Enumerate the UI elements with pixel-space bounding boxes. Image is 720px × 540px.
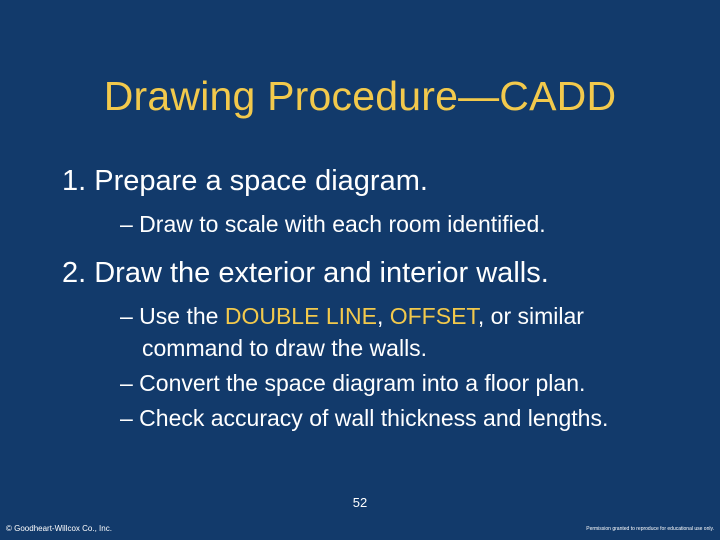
bullet-1-sub-1: – Draw to scale with each room identified.	[120, 211, 546, 237]
bullet-2-sub-1-prefix: – Use the	[120, 303, 225, 329]
slide-title: Drawing Procedure—CADD	[103, 73, 617, 119]
double-line-command: DOUBLE LINE	[224, 303, 377, 329]
slide-content	[62, 162, 682, 434]
bullet-1-heading: 1. Prepare a space diagram.	[62, 165, 428, 197]
bullet-2-sub-1-separator: ,	[376, 303, 390, 329]
bullet-2-sub-3: – Check accuracy of wall thickness and lengths.	[120, 405, 609, 431]
bullet-2-heading: 2. Draw the exterior and interior walls.	[62, 257, 549, 289]
bullet-2-sub-1	[84, 300, 682, 364]
bullet-2-sub-2: – Convert the space diagram into a floor plan.	[120, 370, 586, 396]
page-number: 52	[352, 495, 368, 510]
bullet-2-sub-1-suffix: , or similar command to draw the walls.	[142, 303, 584, 361]
offset-command: OFFSET	[389, 303, 478, 329]
copyright-notice: © Goodheart-Willcox Co., Inc.	[6, 524, 112, 533]
permission-notice: Permission granted to reproduce for educational use only.	[586, 526, 714, 532]
